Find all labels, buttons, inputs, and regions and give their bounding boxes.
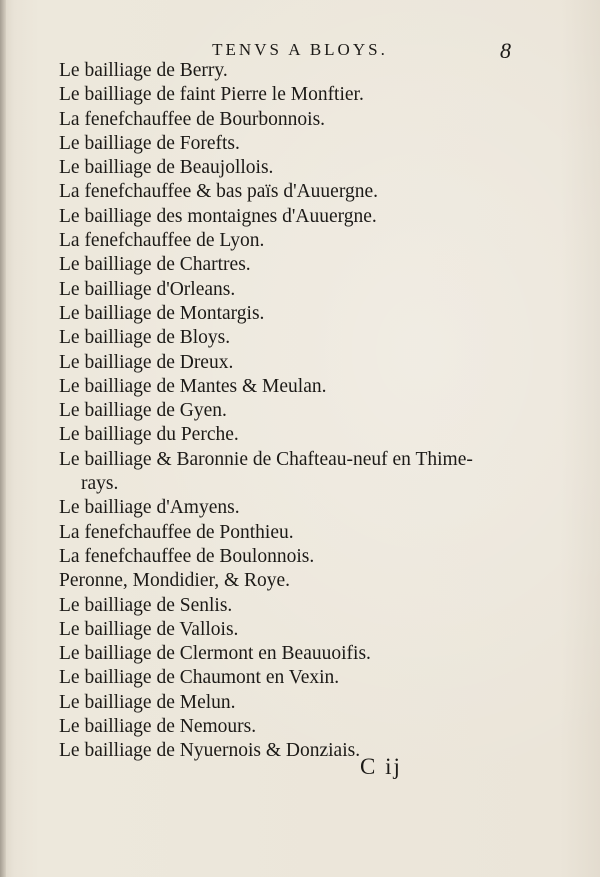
text-line: Le bailliage de Clermont en Beauuoifis.	[59, 643, 371, 665]
text-line: Le bailliage d'Amyens.	[59, 497, 240, 519]
text-line: Le bailliage de Senlis.	[59, 594, 233, 616]
signature-mark: C ij	[360, 754, 402, 779]
text-line: La fenefchauffee & bas païs d'Auuergne.	[59, 181, 378, 203]
text-line: Le bailliage de faint Pierre le Monftier.	[59, 84, 364, 106]
text-line: Le bailliage de Nemours.	[59, 716, 257, 738]
text-line: Le bailliage de Bloys.	[59, 327, 231, 349]
text-line: Le bailliage de Nyuernois & Donziais.	[59, 740, 361, 762]
text-line: Le bailliage du Perche.	[59, 424, 239, 446]
page-gutter-shadow	[0, 0, 6, 877]
page-number: 8	[500, 38, 511, 63]
text-line: Le bailliage de Gyen.	[59, 400, 227, 422]
text-line: Le bailliage de Vallois.	[59, 618, 239, 640]
text-line: Le bailliage des montaignes d'Auuergne.	[59, 205, 377, 227]
text-line-continuation: rays.	[81, 473, 119, 495]
text-block	[59, 59, 539, 764]
text-line: Le bailliage de Chartres.	[59, 254, 251, 276]
text-line: La fenefchauffee de Ponthieu.	[59, 521, 294, 543]
text-line: Le bailliage de Melun.	[59, 691, 236, 713]
text-line: Le bailliage de Beaujollois.	[59, 157, 274, 179]
text-line: La fenefchauffee de Bourbonnois.	[59, 108, 326, 130]
text-line: Le bailliage de Montargis.	[59, 302, 265, 324]
text-line: Le bailliage & Baronnie de Chafteau-neuf en Thime-	[59, 448, 473, 470]
text-line: Le bailliage de Mantes & Meulan.	[59, 375, 327, 397]
text-line: Le bailliage de Berry.	[59, 60, 228, 81]
text-line: La fenefchauffee de Lyon.	[59, 230, 265, 252]
text-line: La fenefchauffee de Boulonnois.	[59, 545, 315, 567]
text-line: Le bailliage de Forefts.	[59, 132, 240, 154]
text-line: Peronne, Mondidier, & Roye.	[59, 570, 291, 592]
text-line: Le bailliage de Dreux.	[59, 351, 234, 373]
text-line: Le bailliage de Chaumont en Vexin.	[59, 667, 340, 689]
text-line: Le bailliage d'Orleans.	[59, 278, 236, 300]
running-title: TENVS A BLOYS.	[212, 40, 388, 59]
